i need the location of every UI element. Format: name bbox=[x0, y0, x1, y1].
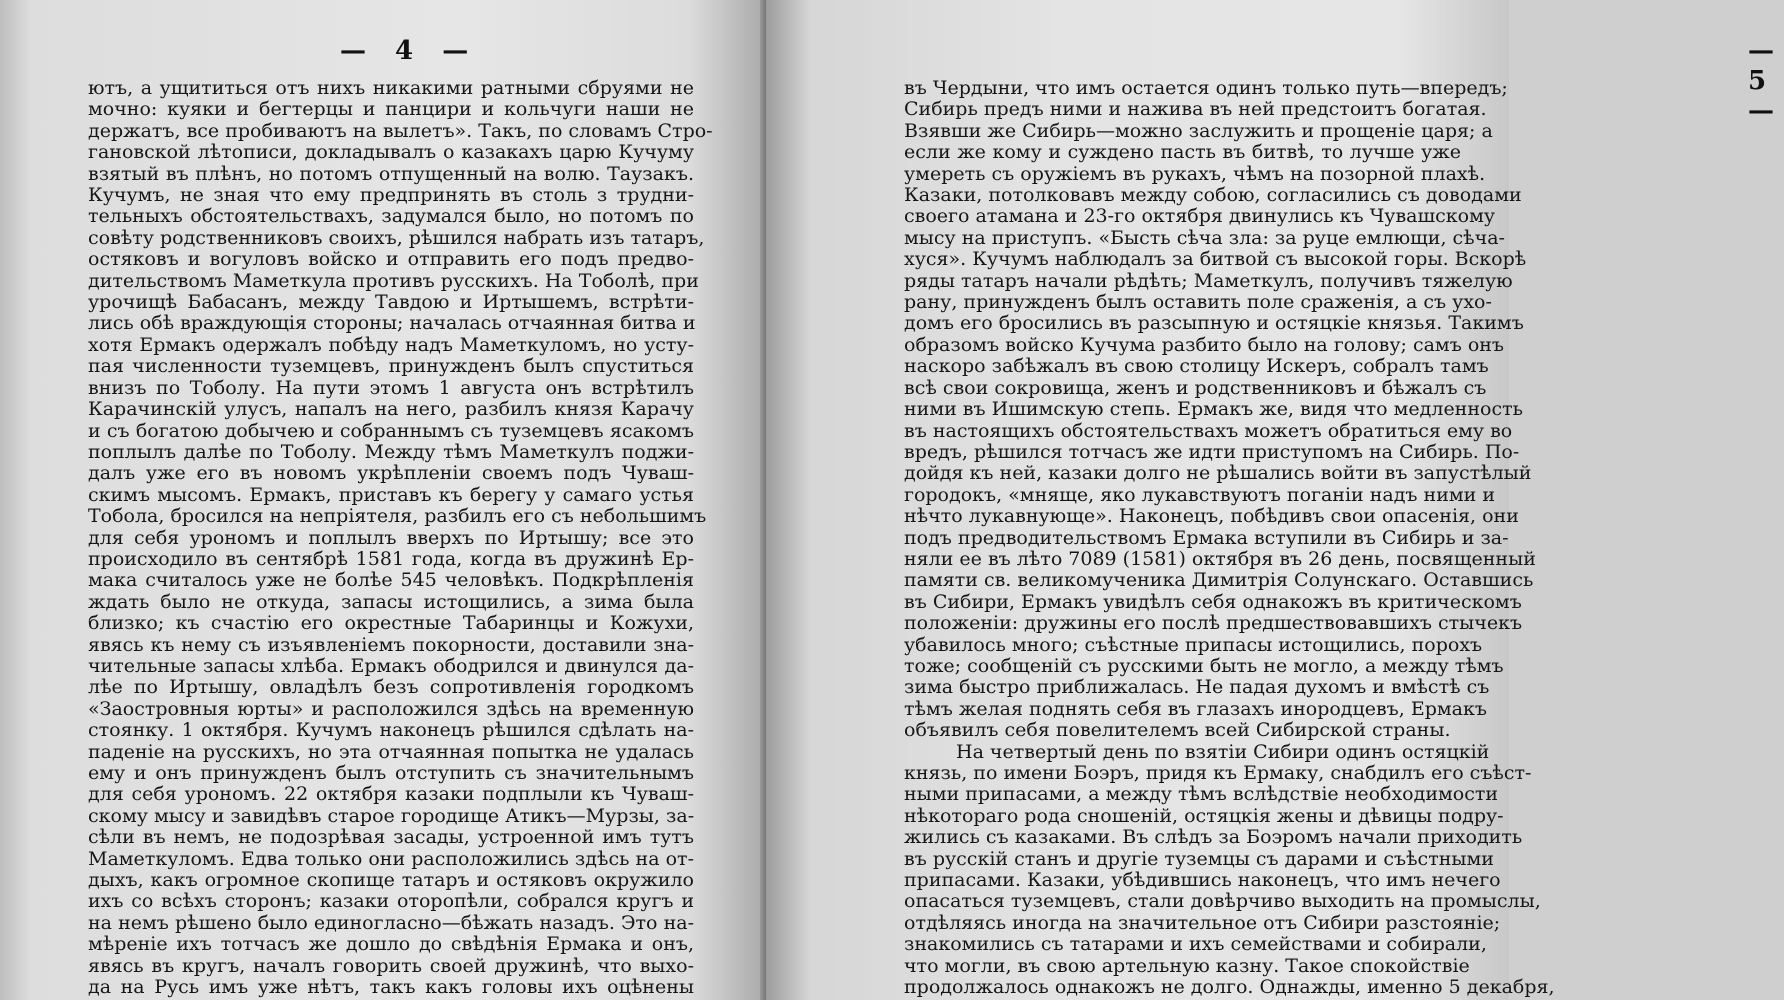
text-line: дойдя къ ней, казаки долго не рѣшались войти въ запустѣлый bbox=[904, 462, 1532, 485]
text-line: вредъ, рѣшился тотчасъ же идти приступомъ на Сибирь. По- bbox=[904, 440, 1520, 463]
text-line: наскоро забѣжалъ въ свою столицу Искеръ, собралъ тамъ bbox=[904, 355, 1489, 378]
text-line: Кучумъ, не зная что ему предпринять въ столь з трудни- bbox=[88, 184, 694, 207]
text-line: для себя урономъ и поплылъ вверхъ по Иртышу; все это bbox=[88, 526, 694, 549]
right-page-text bbox=[904, 77, 1555, 999]
text-line: Сибирь предъ ними и нажива въ ней предстоитъ богатая. bbox=[904, 98, 1487, 121]
page-number-left: — 4 — bbox=[340, 36, 479, 66]
text-line: близко; къ счастію его окрестные Табаринцы и Кожухи, bbox=[88, 612, 694, 635]
right-page bbox=[766, 0, 1784, 1000]
text-line: своего атамана и 23-го октября двинулись къ Чувашскому bbox=[904, 205, 1496, 228]
left-page-text bbox=[88, 77, 713, 999]
text-line: домъ его бросились въ разсыпную и остяцкіе князья. Такимъ bbox=[904, 312, 1524, 335]
text-line: мака считалось уже не болѣе 545 человѣкъ. Подкрѣпленія bbox=[88, 569, 694, 592]
text-line: мѣреніе ихъ тотчасъ же дошло до свѣдѣнія Ермака и онъ, bbox=[88, 933, 694, 956]
text-line: паденіе на русскихъ, но эта отчаянная попытка не удалась bbox=[88, 740, 694, 763]
text-line: да на Русь имъ уже нѣтъ, такъ какъ головы ихъ оцѣнены bbox=[88, 976, 694, 999]
text-line: ряды татаръ начали рѣдѣть; Маметкулъ, получивъ тяжелую bbox=[904, 269, 1513, 292]
text-line: явясь въ кругъ, началъ говорить своей дружинѣ, что выхо- bbox=[88, 954, 694, 977]
text-line: нѣкотораго рода сношеній, остяцкія жены и дѣвицы подру- bbox=[904, 804, 1504, 827]
text-line: чительные запасы хлѣба. Ермакъ ободрился и двинулся да- bbox=[88, 654, 694, 677]
text-line: ихъ со всѣхъ сторонъ; казаки оторопѣли, собрался кругъ и bbox=[88, 890, 694, 913]
text-line: ними въ Ишимскую степь. Ермакъ же, видя что медленность bbox=[904, 398, 1523, 421]
text-line: лись обѣ враждующія стороны; началась отчаянная битва и bbox=[88, 312, 696, 335]
text-line: тоже; сообщеній съ русскими быть не могло, а между тѣмъ bbox=[904, 654, 1504, 677]
text-line: Карачинскій улусъ, напалъ на него, разбилъ князя Карачу bbox=[88, 398, 694, 421]
text-line: что могли, въ свою артельную казну. Такое спокойствіе bbox=[904, 954, 1470, 977]
text-line: тельныхъ обстоятельствахъ, задумался было, но потомъ по bbox=[88, 205, 694, 228]
text-line: продолжалось однакожъ не долго. Однажды, именно 5 декабря, bbox=[904, 976, 1555, 999]
text-line: происходило въ сентябрѣ 1581 года, когда въ дружинѣ Ер- bbox=[88, 547, 694, 570]
text-line: рану, принужденъ былъ оставить поле сраженія, а съ ухо- bbox=[904, 291, 1492, 314]
text-line: лѣе по Иртышу, овладѣлъ безъ сопротивленія городкомъ bbox=[88, 676, 694, 699]
text-line: няли ее въ лѣто 7089 (1581) октября въ 26 день, посвященный bbox=[904, 547, 1536, 570]
text-line: городокъ, «мняще, яко лукавствуютъ поганіи надъ ними и bbox=[904, 483, 1496, 506]
text-line: ютъ, а ущититься отъ нихъ никакими ратными сбруями не bbox=[88, 77, 694, 99]
text-line: ему и онъ принужденъ былъ отступить съ значительнымъ bbox=[88, 762, 694, 784]
text-line: въ настоящихъ обстоятельствахъ можетъ обратиться ему во bbox=[904, 419, 1513, 442]
text-line: зима быстро приближалась. Не падая духомъ и вмѣстѣ съ bbox=[904, 676, 1490, 699]
text-line: далъ уже его въ новомъ укрѣпленіи своемъ подъ Чуваш- bbox=[88, 462, 694, 485]
text-line: объявилъ себя повелителемъ всей Сибирской страны. bbox=[904, 719, 1451, 742]
text-line: для себя урономъ. 22 октября казаки подплыли къ Чуваш- bbox=[88, 783, 694, 806]
text-line: сѣли въ немъ, не подозрѣвая засады, устроенной имъ тутъ bbox=[88, 826, 694, 849]
text-line: урочищѣ Бабасанъ, между Тавдою и Иртышемъ, встрѣти- bbox=[88, 291, 694, 314]
text-line: въ Чердыни, что имъ остается одинъ только путь—впередъ; bbox=[904, 77, 1508, 99]
text-line: «Заостровныя юрты» и расположился здѣсь на временную bbox=[88, 697, 694, 720]
text-line: совѣту родственниковъ своихъ, рѣшился набрать изъ татаръ, bbox=[88, 226, 705, 249]
text-line: хуся». Кучумъ наблюдалъ за битвой съ высокой горы. Вскорѣ bbox=[904, 248, 1527, 271]
text-line: Взявши же Сибирь—можно заслужить и прощеніе царя; а bbox=[904, 119, 1493, 142]
text-line: если же кому и суждено пасть въ битвѣ, то лучше уже bbox=[904, 141, 1461, 164]
text-line: знакомились съ татарами и ихъ семействами и собирали, bbox=[904, 933, 1487, 956]
text-line: на немъ рѣшено было единогласно—бѣжать назадъ. Это на- bbox=[88, 911, 694, 934]
text-line: ждать было не откуда, запасы истощились, а зима была bbox=[88, 590, 694, 613]
text-line: дительствомъ Маметкула противъ русскихъ. На Тоболѣ, при bbox=[88, 269, 699, 292]
text-line: внизъ по Тоболу. На пути этомъ 1 августа онъ встрѣтилъ bbox=[88, 376, 694, 399]
text-line: мысу на приступъ. «Бысть сѣча зла: за руце емлющи, сѣча- bbox=[904, 226, 1505, 249]
text-line: князь, по имени Боэръ, придя къ Ермаку, снабдилъ его съѣст- bbox=[904, 762, 1532, 784]
text-line: въ Сибири, Ермакъ увидѣлъ себя однакожъ въ критическомъ bbox=[904, 590, 1522, 613]
text-line: припасами. Казаки, убѣдившись наконецъ, что имъ нечего bbox=[904, 869, 1501, 892]
text-line: Маметкуломъ. Едва только они расположились здѣсь на от- bbox=[88, 847, 694, 870]
text-line: и съ богатою добычею и собраннымъ съ туземцевъ ясакомъ bbox=[88, 419, 694, 442]
text-line: тѣмъ желая поднять себя въ глазахъ инородцевъ, Ермакъ bbox=[904, 697, 1487, 720]
text-line: пая численности туземцевъ, принужденъ былъ спуститься bbox=[88, 355, 694, 378]
text-line: скимъ мысомъ. Ермакъ, приставъ къ берегу у самаго устья bbox=[88, 483, 694, 506]
text-line: въ русскій станъ и другіе туземцы съ дарами и съѣстными bbox=[904, 847, 1494, 870]
text-line: держатъ, все пробиваютъ на вылетъ». Такъ, по словамъ Стро- bbox=[88, 119, 713, 142]
text-line: На четвертый день по взятіи Сибири одинъ остяцкій bbox=[956, 740, 1490, 763]
left-page bbox=[0, 0, 766, 1000]
text-line: опасаться туземцевъ, стали довѣрчиво выходить на промыслы, bbox=[904, 890, 1541, 913]
text-line: хотя Ермакъ одержалъ побѣду надъ Маметкуломъ, но усту- bbox=[88, 333, 694, 356]
text-line: стоянку. 1 октября. Кучумъ наконецъ рѣшился сдѣлать на- bbox=[88, 719, 694, 742]
text-line: отдѣляясь иногда на значительное отъ Сибири разстояніе; bbox=[904, 911, 1501, 934]
text-line: памяти св. великомученика Димитрія Солунскаго. Оставшись bbox=[904, 569, 1534, 592]
text-line: скому мысу и завидѣвъ старое городище Атикъ—Мурзы, за- bbox=[88, 804, 695, 827]
text-line: нѣчто лукавнующе». Наконецъ, побѣдивъ свои опасенія, они bbox=[904, 505, 1519, 528]
text-line: подъ предводительствомъ Ермака вступили въ Сибирь и за- bbox=[904, 526, 1509, 549]
text-line: Тобола, бросился на непріятеля, разбилъ его съ небольшимъ bbox=[88, 505, 707, 528]
text-line: гановской лѣтописи, докладывалъ о казакахъ царю Кучуму bbox=[88, 141, 694, 164]
text-line: жились съ казаками. Въ слѣдъ за Боэромъ начали приходить bbox=[904, 826, 1523, 849]
text-line: дыхъ, какъ огромное скопище татаръ и остяковъ окружило bbox=[88, 869, 694, 892]
text-line: положеніи: дружины его послѣ предшествовавшихъ стычекъ bbox=[904, 612, 1523, 635]
text-line: мочно: куяки и бегтерцы и панцири и кольчуги наши не bbox=[88, 98, 694, 121]
text-line: явясь къ нему съ изъявленіемъ покорности, доставили зна- bbox=[88, 633, 694, 656]
text-line: образомъ войско Кучума разбито было на голову; самъ онъ bbox=[904, 333, 1505, 356]
text-line: ными припасами, а между тѣмъ вслѣдствіе необходимости bbox=[904, 783, 1499, 806]
text-line: всѣ свои сокровища, женъ и родственниковъ и бѣжалъ съ bbox=[904, 376, 1487, 399]
text-line: взятый въ плѣнъ, но потомъ отпущенный на волю. Таузакъ. bbox=[88, 162, 694, 185]
text-line: Казаки, потолковавъ между собою, согласились съ доводами bbox=[904, 184, 1522, 207]
text-line: убавилось много; съѣстные припасы истощились, порохъ bbox=[904, 633, 1483, 656]
page-number-right: — 5 — bbox=[1748, 36, 1784, 126]
text-line: остяковъ и вогуловъ войско и отправить его подъ предво- bbox=[88, 248, 694, 271]
text-line: поплылъ далѣе по Тоболу. Между тѣмъ Маметкулъ поджи- bbox=[88, 440, 694, 463]
text-line: умереть съ оружіемъ въ рукахъ, чѣмъ на позорной плахѣ. bbox=[904, 162, 1486, 185]
